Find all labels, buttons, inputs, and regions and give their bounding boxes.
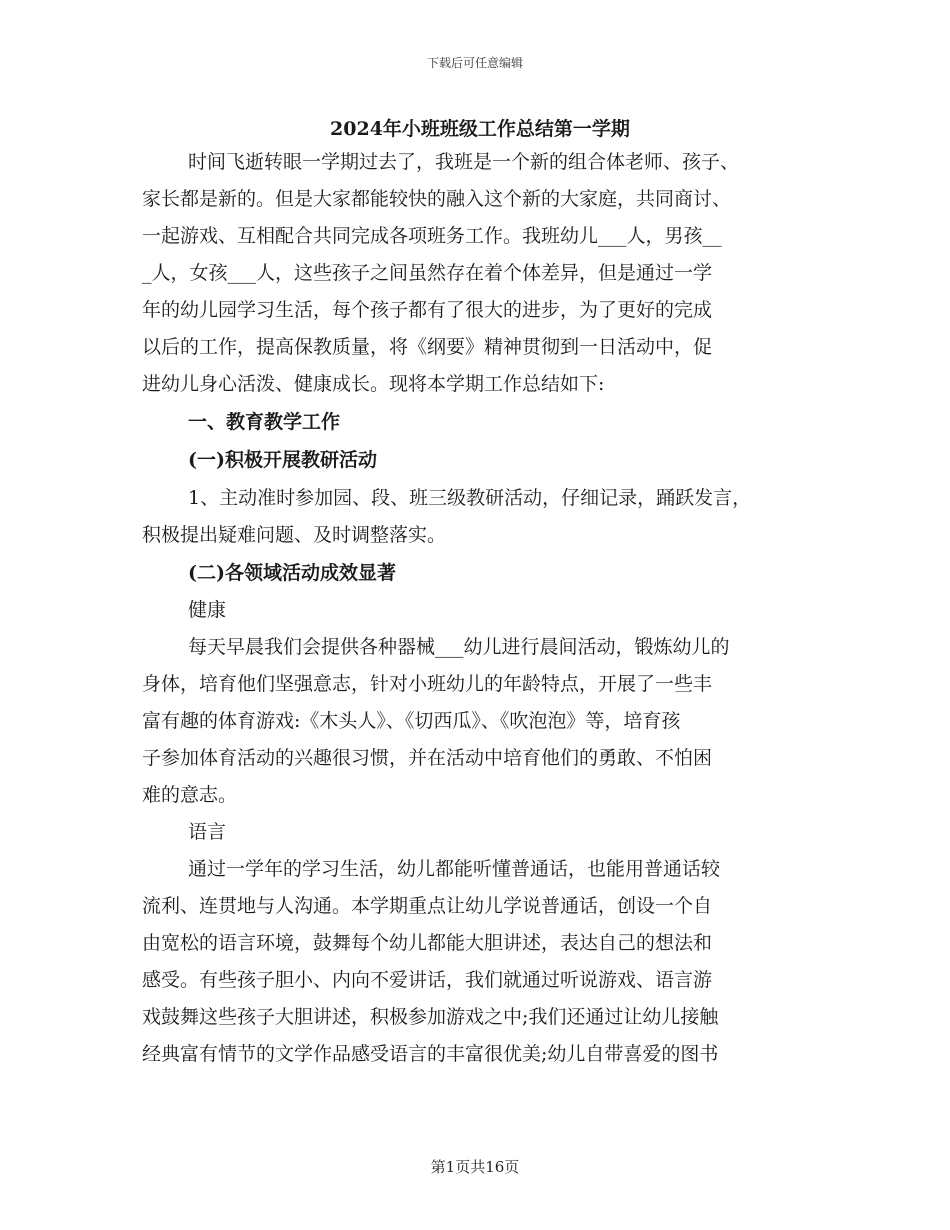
header-note: 下载后可任意编辑: [426, 56, 523, 70]
paragraph-line: 年的幼儿园学习生活，每个孩子都有了很大的进步，为了更好的完成: [142, 299, 713, 321]
paragraph-line: 积极提出疑难问题、及时调整落实。: [142, 524, 447, 546]
subsection-heading: (二)各领域活动成效显著: [188, 562, 396, 584]
paragraph-line: 富有趣的体育游戏:《木头人》、《切西瓜》、《吹泡泡》等，培育孩: [142, 710, 681, 732]
paragraph-line: _人，女孩___人，这些孩子之间虽然存在着个体差异，但是通过一学: [142, 262, 713, 284]
paragraph-line: 由宽松的语言环境，鼓舞每个幼儿都能大胆讲述，表达自己的想法和: [142, 932, 713, 954]
paragraph-line: 难的意志。: [142, 784, 238, 806]
paragraph-line: 进幼儿身心活泼、健康成长。现将本学期工作总结如下:: [142, 373, 605, 395]
paragraph-line: 子参加体育活动的兴趣很习惯，并在活动中培育他们的勇敢、不怕困: [142, 747, 713, 769]
page-footer: 第1页共16页: [430, 1158, 520, 1176]
topic-label: 语言: [188, 821, 227, 843]
paragraph-line: 经典富有情节的文学作品感受语言的丰富很优美;幼儿自带喜爱的图书: [142, 1043, 719, 1065]
paragraph-line: 身体，培育他们坚强意志，针对小班幼儿的年龄特点，开展了一些丰: [142, 673, 713, 695]
paragraph-line: 感受。有些孩子胆小、内向不爱讲话，我们就通过听说游戏、语言游: [142, 969, 713, 991]
paragraph-line: 戏鼓舞这些孩子大胆讲述，积极参加游戏之中;我们还通过让幼儿接触: [142, 1006, 719, 1028]
section-heading: 一、教育教学工作: [188, 411, 341, 433]
document-title: 2024年小班班级工作总结第一学期: [330, 118, 630, 140]
paragraph-line: 通过一学年的学习生活，幼儿都能听懂普通话，也能用普通话较: [188, 858, 721, 880]
subsection-heading: (一)积极开展教研活动: [188, 449, 377, 471]
paragraph-line: 家长都是新的。但是大家都能较快的融入这个新的大家庭，共同商讨、: [142, 188, 732, 210]
paragraph-line: 每天早晨我们会提供各种器械___幼儿进行晨间活动，锻炼幼儿的: [188, 636, 730, 658]
paragraph-line: 流利、连贯地与人沟通。本学期重点让幼儿学说普通话，创设一个自: [142, 895, 713, 917]
paragraph-line: 1、主动准时参加园、段、班三级教研活动，仔细记录，踊跃发言，: [188, 487, 752, 509]
paragraph-line: 时间飞逝转眼一学期过去了，我班是一个新的组合体老师、孩子、: [188, 151, 740, 173]
paragraph-line: 一起游戏、互相配合共同完成各项班务工作。我班幼儿___人，男孩__: [142, 225, 722, 247]
topic-label: 健康: [188, 599, 227, 621]
paragraph-line: 以后的工作，提高保教质量，将《纲要》精神贯彻到一日活动中，促: [142, 336, 713, 358]
